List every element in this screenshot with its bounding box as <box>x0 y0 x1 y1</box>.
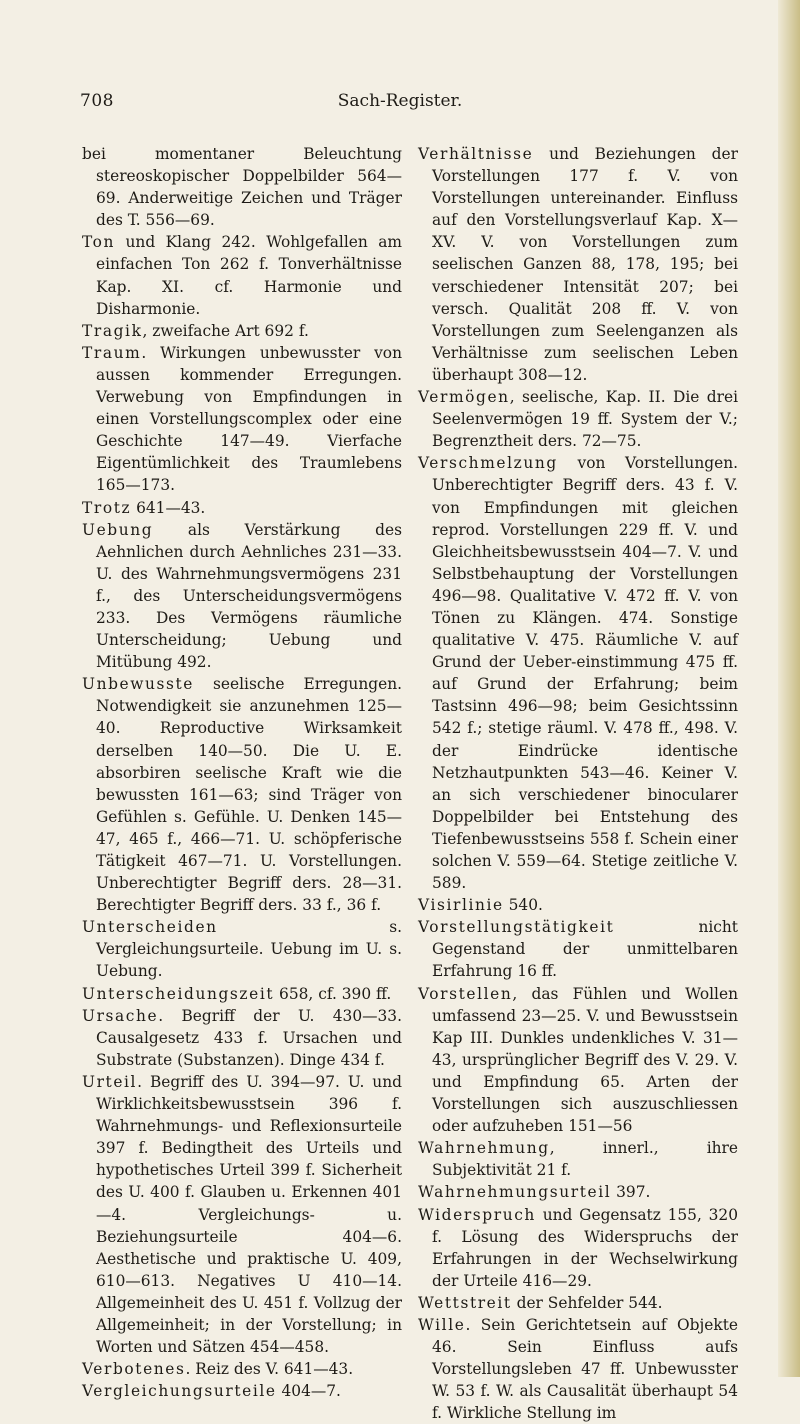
running-title: Sach-Register. <box>337 91 463 111</box>
index-entry <box>418 894 738 916</box>
index-entry <box>82 231 402 319</box>
index-headword: Wahrnehmungsurteil <box>418 1183 612 1202</box>
index-entry-text: s. Vergleichungsurteile. Uebung im U. s. Uebung. <box>96 918 402 981</box>
index-entry <box>82 320 402 342</box>
index-entry <box>418 1204 738 1292</box>
index-entry <box>82 1071 402 1358</box>
index-headword: Urteil <box>82 1072 138 1091</box>
index-entry <box>82 983 402 1005</box>
index-headword: Unterscheiden <box>82 918 218 937</box>
index-headword: Unterscheidungszeit <box>82 984 275 1003</box>
index-entry-text: der Sehfelder 544. <box>511 1293 663 1312</box>
index-entry <box>82 519 402 674</box>
page-edge-shadow <box>778 0 800 1377</box>
index-entry-text: , seelische, Kap. II. Die drei Seelenvermögen 19 ff. System der V.; Begrenztheit ders. 72—75. <box>432 388 738 451</box>
index-entry <box>418 1181 738 1203</box>
index-headword: Uebung <box>82 520 154 539</box>
index-entry-text: 397. <box>611 1183 651 1202</box>
index-headword: Vergleichungsurteile <box>82 1382 277 1401</box>
index-entry <box>82 1005 402 1071</box>
index-headword: Tragik <box>82 321 143 340</box>
index-entry <box>418 386 738 452</box>
index-entry <box>82 497 402 519</box>
index-headword: Widerspruch <box>418 1205 536 1224</box>
index-entry-text: . Wirkungen unbewusster von aussen kommender Erregungen. Verwebung von Empfindungen in einen Vorstellungscomplex oder eine Geschichte 147—49. Vierfache Eigentümlichkeit des Traumlebens 165—173. <box>96 343 402 495</box>
index-entry-text: , das Fühlen und Wollen umfassend 23—25. V. und Bewusstsein Kap III. Dunkles undenkliches V. 31—43, ursprünglicher Begriff des V. 29. V. und Empfindung 65. Arten der Vorstellungen sich auszuschliessen oder aufzuheben 151—56 <box>432 984 738 1136</box>
index-headword: Wahrnehmung <box>418 1139 550 1158</box>
index-headword: Traum <box>82 343 142 362</box>
index-entry-text: von Vorstellungen. Unberechtigter Begriff ders. 43 f. V. von Empfindungen mit gleichen reprod. Vorstellungen 229 ff. V. und Gleichheitsbewusstsein 404—7. V. und Selbstbehauptung der Vorstellungen 496—98. Qualitative V. 472 ff. V. von Tönen zu Klängen. 474. Sonstige qualitative V. 475. Räumliche V. auf Grund der Ueber-einstimmung 475 ff. auf Grund der Erfahrung; beim Tastsinn 496—98; beim Gesichtssinn 542 f.; stetige räuml. V. 478 ff., 498. V. der Eindrücke identische Netzhautpunkten 543—46. Keiner V. an sich verschiedener binocularer Doppelbilder bei Entstehung des Tiefenbewusstseins 558 f. Schein einer solchen V. 559—64. Stetige zeitliche V. 589. <box>432 454 738 893</box>
index-entry <box>418 916 738 982</box>
index-entry-text: . Sein Gerichtetsein auf Objekte 46. Sein Einfluss aufs Vorstellungsleben 47 ff. Unbewusster W. 53 f. W. als Causalität überhaupt 54 f. Wirkliche Stellung im <box>432 1315 738 1423</box>
index-entry <box>82 342 402 497</box>
index-entry-text: und Beziehungen der Vorstellungen 177 f. V. von Vorstellungen untereinander. Einfluss auf den Vorstellungsverlauf Kap. X—XV. V. von Vorstellungen zum seelischen Ganzen 88, 178, 195; bei verschiedener Intensität 207; bei versch. Qualität 208 ff. V. von Vorstellungen zum Seelenganzen als Verhältnisse zum seelischen Leben überhaupt 308—12. <box>432 145 738 384</box>
index-headword: Ton <box>82 233 116 252</box>
index-entry-text: und Klang 242. Wohlgefallen am einfachen Ton 262 f. Tonverhältnisse Kap. XI. cf. Harmonie und Disharmonie. <box>96 233 402 318</box>
index-entry <box>418 1292 738 1314</box>
index-entry-text: . Reiz des V. 641—43. <box>185 1360 354 1379</box>
index-column-left <box>82 143 402 1402</box>
index-entry-text: bei momentaner Beleuchtung stereoskopischer Doppelbilder 564—69. Anderweitige Zeichen und Träger des T. 556—69. <box>82 145 402 230</box>
index-headword: Trotz <box>82 498 132 517</box>
index-entry <box>82 143 402 231</box>
index-entry <box>82 673 402 916</box>
index-entry-text: , innerl., ihre Subjektivität 21 f. <box>432 1139 738 1180</box>
index-headword: Verbotenes <box>82 1360 186 1379</box>
index-headword: Wettstreit <box>418 1293 512 1312</box>
index-entry <box>82 916 402 982</box>
index-entry <box>418 143 738 386</box>
index-entry-text: seelische Erregungen. Notwendigkeit sie anzunehmen 125—40. Reproductive Wirksamkeit derselben 140—50. Die U. E. absorbiren seelische Kraft wie die bewussten 161—63; sind Träger von Gefühlen s. Gefühle. U. Denken 145—47, 465 f., 466—71. U. schöpferische Tätigkeit 467—71. U. Vorstellungen. Unberechtigter Begriff ders. 28—31. Berechtigter Begriff ders. 33 f., 36 f. <box>96 675 402 915</box>
index-entry <box>82 1380 402 1402</box>
page-header <box>0 91 800 115</box>
index-entry <box>418 1314 738 1424</box>
page-number: 708 <box>80 91 114 111</box>
index-entry-text: 540. <box>503 896 543 915</box>
index-entry-text: und Gegensatz 155, 320 f. Lösung des Widerspruchs der Erfahrungen in der Wechselwirkung der Urteile 416—29. <box>432 1205 738 1290</box>
index-headword: Vermögen <box>418 388 510 407</box>
index-column-right <box>418 143 738 1424</box>
index-headword: Visirlinie <box>418 896 504 915</box>
index-entry-text: . Begriff des U. 394—97. U. und Wirklichkeitsbewusstsein 396 f. Wahrnehmungs- und Reflexionsurteile 397 f. Bedingtheit des Urteils und hypothetisches Urteil 399 f. Sicherheit des U. 400 f. Glauben u. Erkennen 401—4. Vergleichungs- u. Beziehungsurteile 404—6. Aesthetische und praktische U. 409, 610—613. Negatives U 410—14. Allgemeinheit des U. 451 f. Vollzug der Allgemeinheit; in der Vorstellung; in Worten und Sätzen 454—458. <box>96 1072 402 1357</box>
index-headword: Wille <box>418 1315 466 1334</box>
index-headword: Ursache <box>82 1006 159 1025</box>
index-entry-text: 641—43. <box>131 498 206 517</box>
index-entry-text: als Verstärkung des Aehnlichen durch Aehnliches 231—33. U. des Wahrnehmungsvermögens 231 f., des Unterscheidungsvermögens 233. Des Vermögens räumliche Unterscheidung; Uebung und Mitübung 492. <box>96 520 402 672</box>
index-headword: Verhältnisse <box>418 145 534 163</box>
index-entry-text: . Begriff der U. 430—33. Causalgesetz 433 f. Ursachen und Substrate (Substanzen). Dinge 434 f. <box>96 1006 402 1069</box>
index-headword: Vorstellen <box>418 984 513 1003</box>
index-entry-text: 404—7. <box>276 1382 341 1401</box>
index-entry-text: , zweifache Art 692 f. <box>142 321 309 340</box>
index-entry <box>418 983 738 1138</box>
index-entry-text: 658, cf. 390 ff. <box>274 984 392 1003</box>
index-entry-text: nicht Gegenstand der unmittelbaren Erfahrung 16 ff. <box>432 918 738 981</box>
index-entry <box>418 452 738 894</box>
index-headword: Unbewusste <box>82 675 195 694</box>
index-entry <box>418 1137 738 1181</box>
index-headword: Vorstellungstätigkeit <box>418 918 615 937</box>
index-headword: Verschmelzung <box>418 454 558 473</box>
